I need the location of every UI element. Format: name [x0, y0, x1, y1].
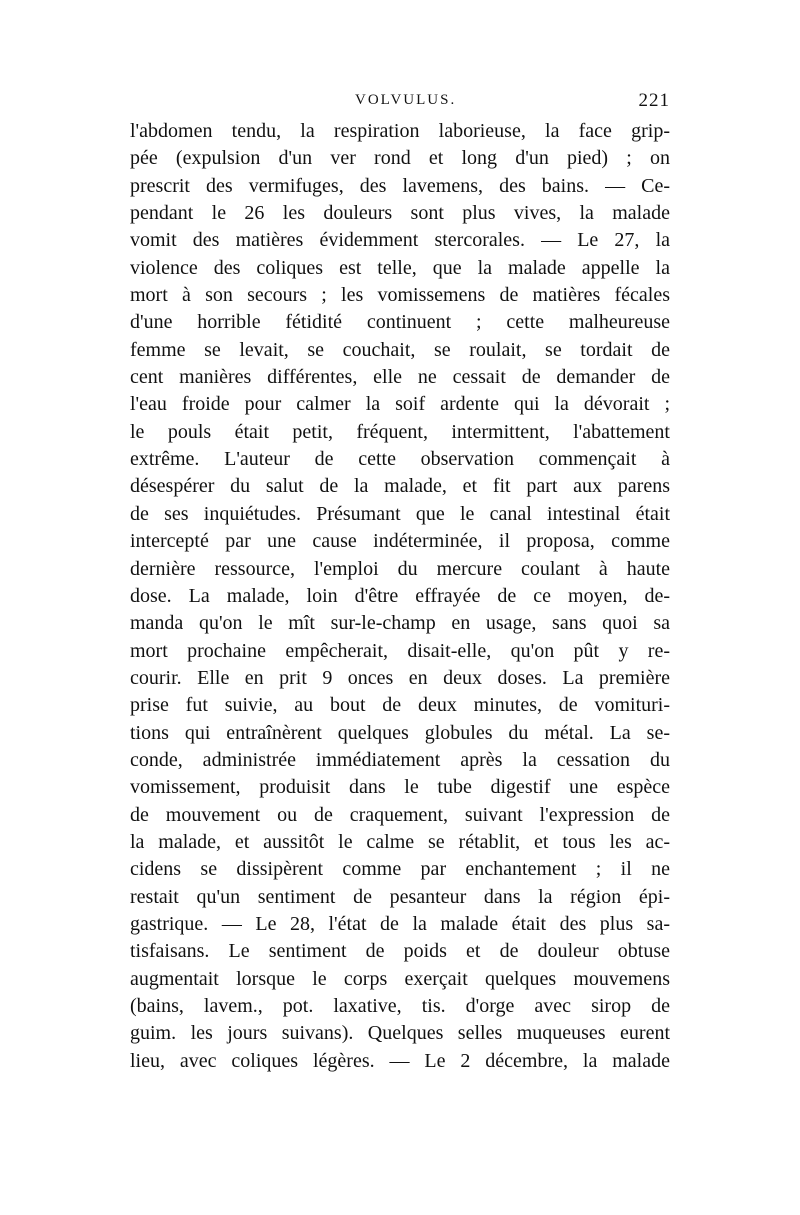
- text-line: gastrique. — Le 28, l'état de la malade était des plus sa-: [130, 912, 670, 935]
- text-line: pendant le 26 les douleurs sont plus vives, la malade: [130, 202, 670, 225]
- text-line: augmentait lorsque le corps exerçait quelques mouvemens: [130, 967, 670, 990]
- text-line: mort prochaine empêcherait, disait-elle, qu'on pût y re-: [130, 639, 670, 662]
- page-number: 221: [638, 90, 670, 111]
- text-line: vomissement, produisit dans le tube digestif une espèce: [130, 776, 670, 799]
- text-line: tions qui entraînèrent quelques globules du métal. La se-: [130, 721, 670, 744]
- text-line: l'eau froide pour calmer la soif ardente qui la dévorait ;: [130, 393, 670, 416]
- text-line: cidens se dissipèrent comme par enchantement ; il ne: [130, 858, 670, 881]
- text-line: violence des coliques est telle, que la malade appelle la: [130, 256, 670, 279]
- text-line: mort à son secours ; les vomissemens de matières fécales: [130, 284, 670, 307]
- text-line: de mouvement ou de craquement, suivant l'expression de: [130, 803, 670, 826]
- text-line: intercepté par une cause indéterminée, il proposa, comme: [130, 530, 670, 553]
- text-line: cent manières différentes, elle ne cessait de demander de: [130, 366, 670, 389]
- text-line: guim. les jours suivans). Quelques selles muqueuses eurent: [130, 1022, 670, 1045]
- text-line: femme se levait, se couchait, se roulait, se tordait de: [130, 338, 670, 361]
- text-line: (bains, lavem., pot. laxative, tis. d'orge avec sirop de: [130, 995, 670, 1017]
- text-line: la malade, et aussitôt le calme se rétablit, et tous les ac-: [130, 830, 670, 853]
- text-line: de ses inquiétudes. Présumant que le canal intestinal était: [130, 502, 670, 525]
- text-line: d'une horrible fétidité continuent ; cette malheureuse: [130, 311, 670, 334]
- text-line: restait qu'un sentiment de pesanteur dans la région épi-: [130, 885, 670, 908]
- text-line: lieu, avec coliques légères. — Le 2 décembre, la malade: [130, 1049, 670, 1072]
- body-text: [130, 118, 670, 1075]
- text-line: vomit des matières évidemment stercorales. — Le 27, la: [130, 229, 670, 252]
- text-line: désespérer du salut de la malade, et fit part aux parens: [130, 475, 670, 498]
- text-line: extrême. L'auteur de cette observation commençait à: [130, 448, 670, 471]
- text-line: le pouls était petit, fréquent, intermittent, l'abattement: [130, 420, 670, 443]
- text-line: dernière ressource, l'emploi du mercure coulant à haute: [130, 557, 670, 580]
- text-line: pée (expulsion d'un ver rond et long d'un pied) ; on: [130, 147, 670, 170]
- text-line: conde, administrée immédiatement après la cessation du: [130, 748, 670, 771]
- text-line: manda qu'on le mît sur-le-champ en usage, sans quoi sa: [130, 612, 670, 635]
- running-title: VOLVULUS.: [355, 92, 457, 108]
- text-line: l'abdomen tendu, la respiration laborieuse, la face grip-: [130, 120, 670, 142]
- text-line: prise fut suivie, au bout de deux minutes, de vomituri-: [130, 694, 670, 717]
- text-line: tisfaisans. Le sentiment de poids et de douleur obtuse: [130, 940, 670, 963]
- text-line: dose. La malade, loin d'être effrayée de ce moyen, de-: [130, 584, 670, 607]
- text-line: courir. Elle en prit 9 onces en deux doses. La première: [130, 666, 670, 689]
- text-line: prescrit des vermifuges, des lavemens, des bains. — Ce-: [130, 174, 670, 197]
